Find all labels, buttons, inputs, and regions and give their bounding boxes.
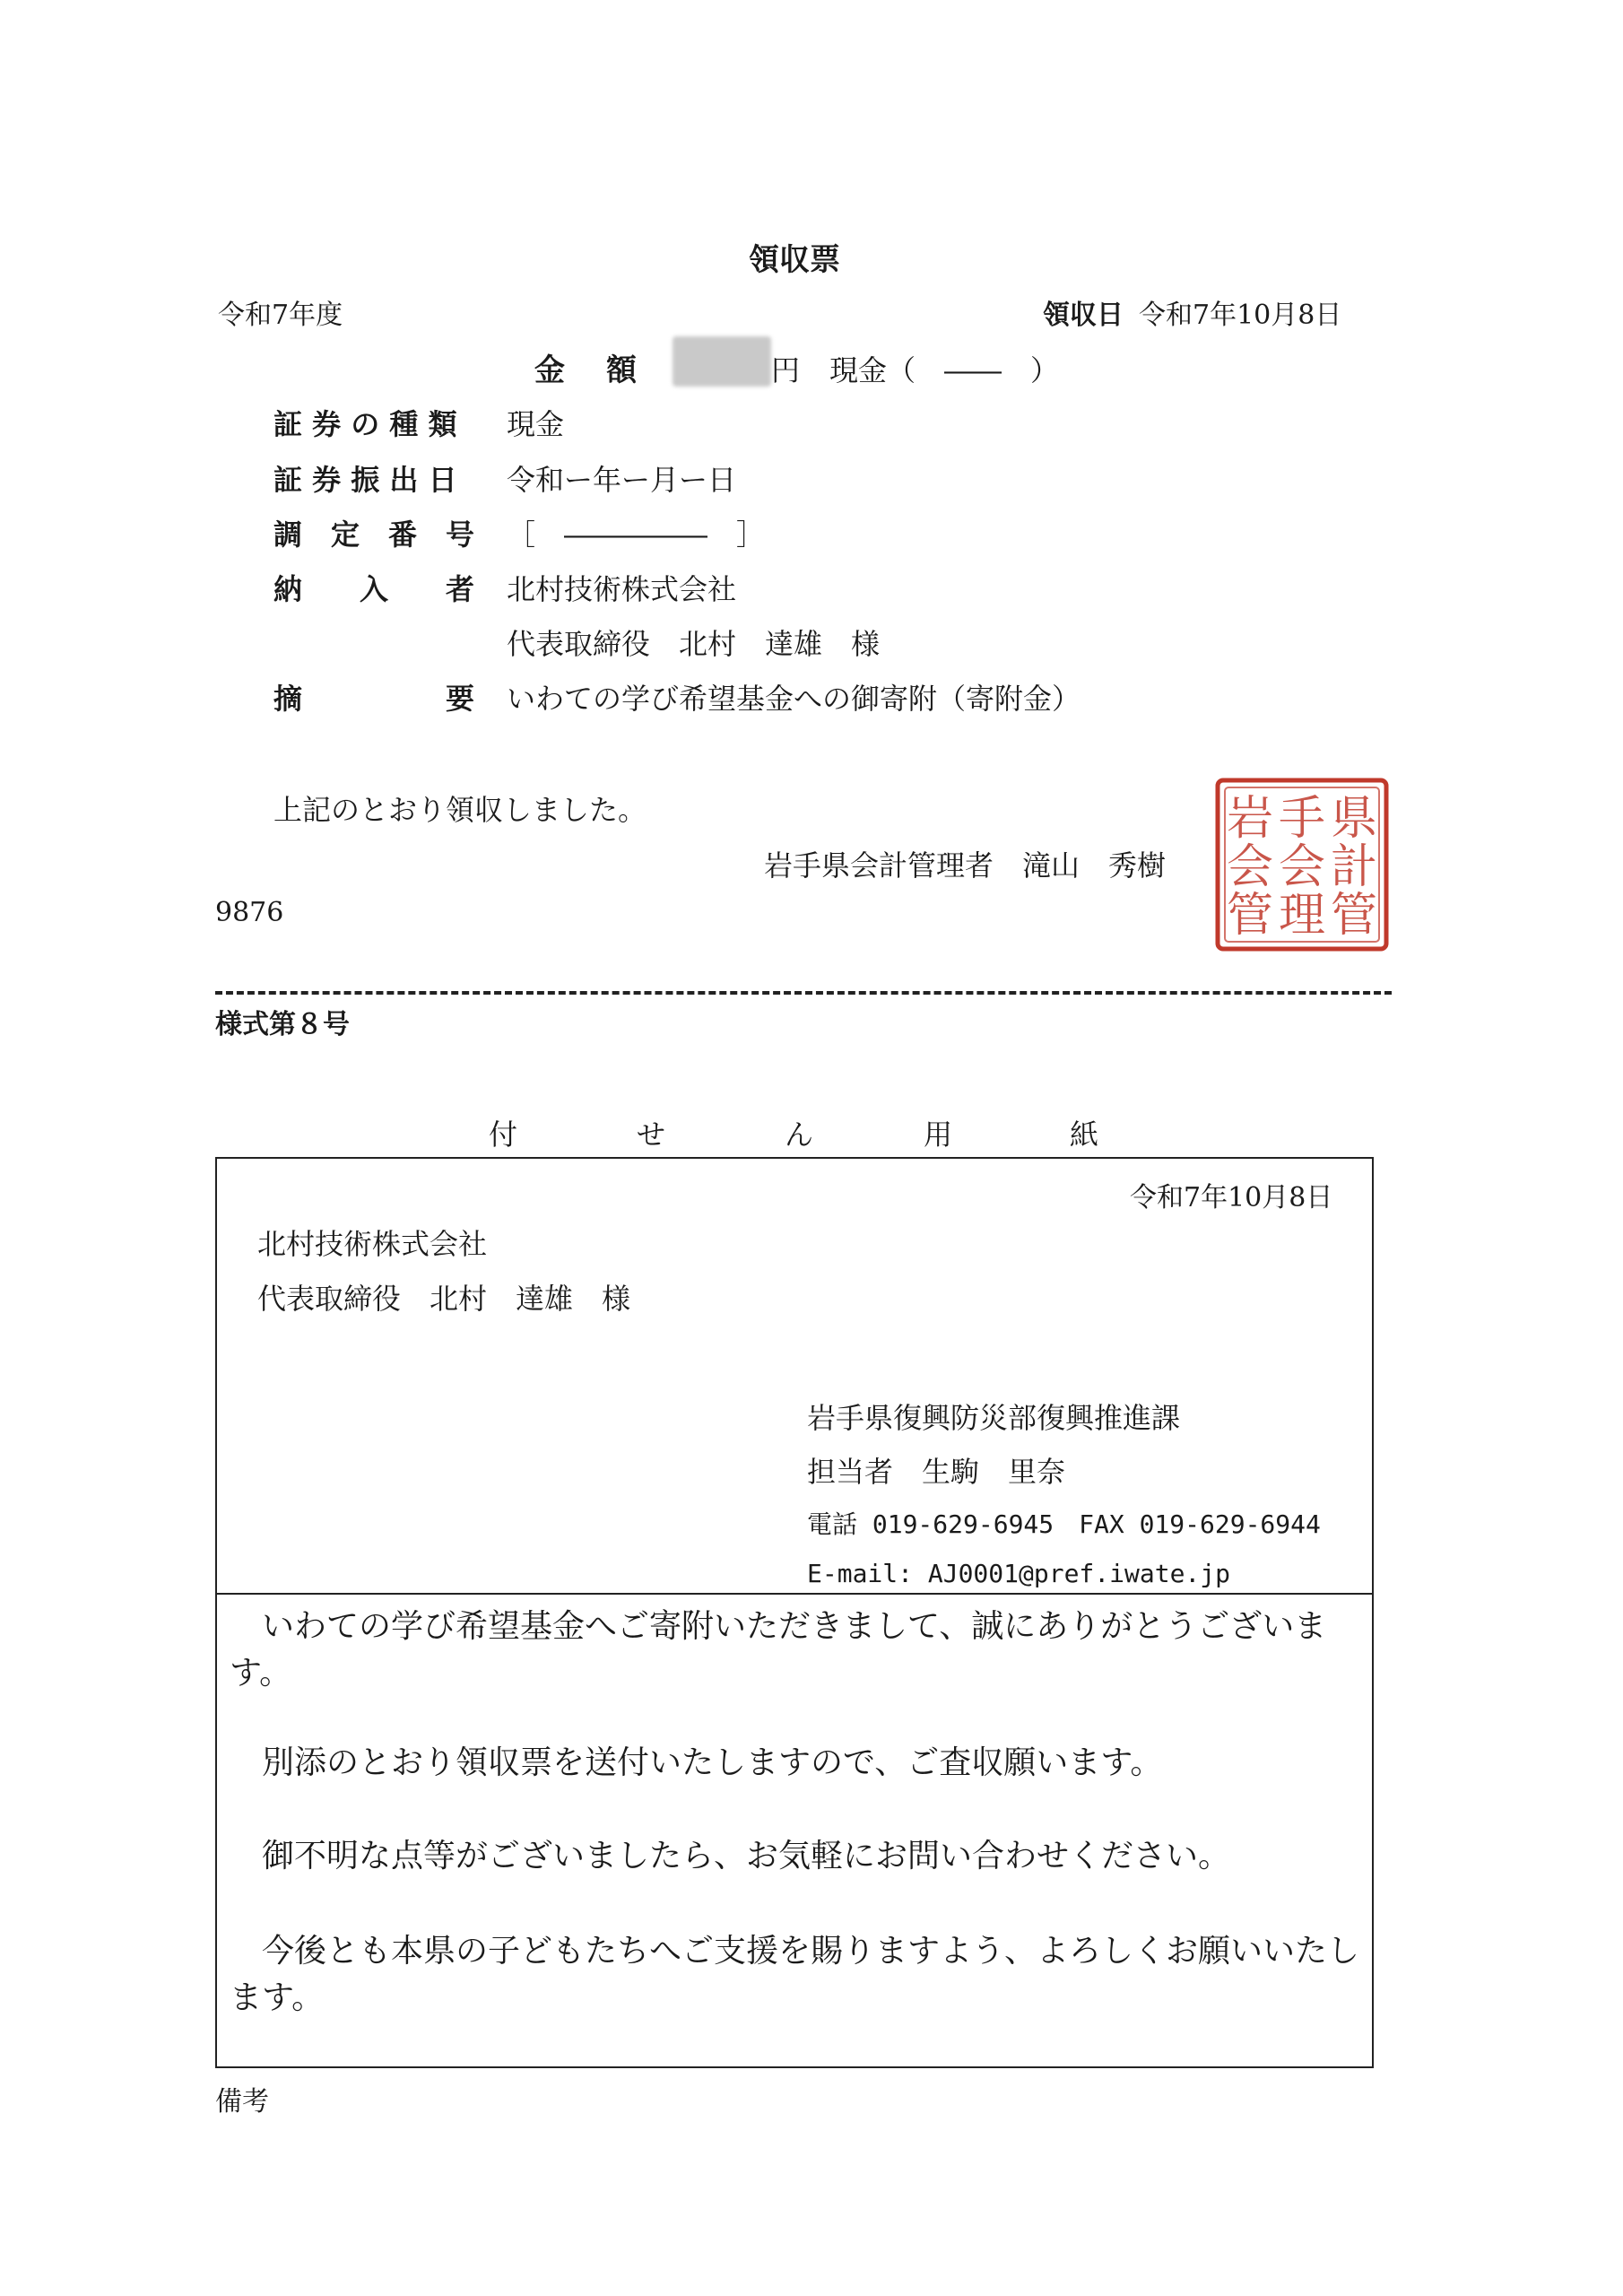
field-value-security-type: 現金	[507, 407, 565, 441]
slip-title-char-1: 付	[489, 1118, 518, 1152]
receipt-date: 令和7年10月8日	[1139, 300, 1342, 331]
amount-unit: 円	[771, 353, 801, 387]
receipt-date-label: 領収日	[1043, 300, 1124, 331]
slip-message-1: いわての学び希望基金へご寄附いただきまして、誠にありがとうございます。	[230, 1608, 1327, 1692]
svg-text:会: 会	[1278, 840, 1326, 894]
svg-text:手: 手	[1278, 792, 1326, 846]
receipt-title: 領収票	[749, 242, 840, 278]
svg-text:管: 管	[1226, 889, 1274, 943]
redacted-amount	[673, 336, 771, 387]
field-label-issue-date: 証 券 振 出 日	[273, 463, 457, 497]
svg-text:理: 理	[1278, 889, 1326, 943]
slip-title-char-5: 紙	[1070, 1118, 1099, 1152]
receipt-signer: 岩手県会計管理者 滝山 秀樹	[764, 848, 1167, 883]
slip-recipient-person: 代表取締役 北村 達雄 様	[257, 1282, 631, 1316]
slip-recipient-company: 北村技術株式会社	[257, 1227, 488, 1261]
slip-message-2: 別添のとおり領収票を送付いたしますので、ご査収願います。	[262, 1744, 1163, 1781]
cash-label: 現金（ ―― ）	[829, 353, 1060, 387]
slip-sender-dept: 岩手県復興防災部復興推進課	[807, 1401, 1181, 1435]
slip-title-char-3: ん	[785, 1118, 814, 1152]
slip-title-char-2: せ	[637, 1118, 666, 1152]
field-value-payer-person: 代表取締役 北村 達雄 様	[507, 627, 881, 661]
svg-text:会: 会	[1226, 840, 1274, 894]
field-label-assessment-number: 調 定 番 号	[273, 517, 475, 552]
svg-text:管: 管	[1330, 889, 1378, 943]
field-value-summary: いわての学び希望基金への御寄附（寄附金）	[507, 682, 1081, 716]
slip-date: 令和7年10月8日	[1130, 1182, 1333, 1213]
svg-text:計: 計	[1330, 840, 1378, 894]
field-label-payer: 納 入 者	[273, 572, 475, 606]
field-value-payer-company: 北村技術株式会社	[507, 572, 737, 606]
slip-message-3: 御不明な点等がございましたら、お気軽にお問い合わせください。	[262, 1838, 1231, 1874]
receipt-code: 9876	[215, 897, 284, 928]
slip-sender-email: E-mail: AJ0001@pref.iwate.jp	[807, 1559, 1231, 1588]
field-label-summary: 摘 要	[273, 682, 475, 716]
fiscal-year: 令和7年度	[218, 300, 343, 331]
receipt-statement: 上記のとおり領収しました。	[273, 793, 647, 827]
slip-sender-person: 担当者 生駒 里奈	[807, 1455, 1066, 1489]
slip-message-4: 今後とも本県の子どもたちへご支援を賜りますよう、よろしくお願いいたします。	[230, 1933, 1360, 2016]
svg-text:県: 県	[1330, 792, 1378, 846]
field-label-security-type: 証 券 の 種 類	[273, 407, 457, 441]
amount-label: 金 額	[534, 352, 642, 388]
svg-text:岩: 岩	[1226, 792, 1274, 846]
remarks-label: 備考	[215, 2086, 269, 2118]
form-number: 様式第８号	[215, 1009, 350, 1040]
field-value-assessment-number: ［ ――――― ］	[507, 517, 766, 552]
official-seal-icon	[1212, 775, 1392, 954]
slip-sender-phone: 電話 019-629-6945 FAX 019-629-6944	[807, 1509, 1321, 1539]
cut-line	[215, 991, 1392, 995]
field-value-issue-date: 令和ー年ー月ー日	[507, 463, 737, 497]
slip-title-char-4: 用	[924, 1118, 953, 1152]
